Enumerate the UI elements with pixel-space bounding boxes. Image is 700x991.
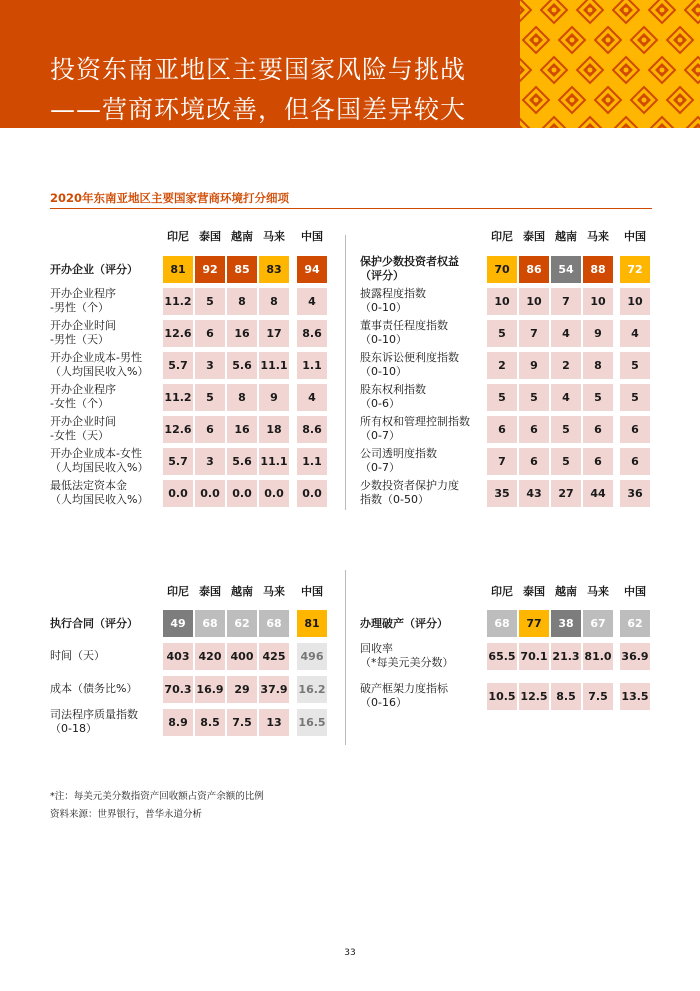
- data-cell: 81.0: [583, 643, 613, 670]
- page-number: 33: [344, 948, 356, 958]
- row-label: 开办企业时间: [50, 319, 116, 332]
- ornament-motif: [667, 87, 693, 113]
- data-cell: 7: [551, 288, 581, 315]
- header-banner: [0, 0, 700, 128]
- ornament-motif: [577, 117, 603, 128]
- data-cell: 65.5: [487, 643, 517, 670]
- data-cell-china: 1.1: [297, 352, 327, 379]
- ornament-motif: [613, 57, 639, 83]
- row-label: 开办企业时间: [50, 415, 116, 428]
- ornament-motif: [577, 0, 603, 23]
- data-cell: 43: [519, 480, 549, 507]
- summary-score-china: 72: [620, 256, 650, 283]
- row-label: 指数（0-50）: [360, 493, 429, 506]
- ornament-motif: [631, 27, 657, 53]
- data-cell: 400: [227, 643, 257, 670]
- data-cell: 8: [227, 288, 257, 315]
- ornament-motif: [523, 87, 549, 113]
- data-cell: 420: [195, 643, 225, 670]
- column-header: 越南: [231, 585, 253, 598]
- row-label: -男性（天）: [50, 333, 109, 346]
- row-label: 少数投资者保护力度: [360, 479, 459, 492]
- row-label: （人均国民收入%）: [50, 493, 149, 506]
- summary-score-cell: 62: [227, 610, 257, 637]
- summary-label: 开办企业（评分）: [50, 263, 138, 276]
- data-cell: 6: [487, 416, 517, 443]
- row-label: 开办企业成本-女性: [50, 447, 142, 460]
- ornament-motif: [685, 0, 700, 23]
- data-cell: 3: [195, 448, 225, 475]
- data-cell-china: 5: [620, 352, 650, 379]
- data-cell: 11.2: [163, 288, 193, 315]
- column-header: 马来: [263, 585, 285, 598]
- row-label: -男性（个）: [50, 301, 109, 314]
- ornament-motif: [541, 0, 567, 23]
- summary-label: 保护少数投资者权益: [360, 255, 459, 268]
- data-cell: 7: [487, 448, 517, 475]
- source-note: 资料来源：世界银行，普华永道分析: [50, 809, 203, 820]
- data-cell: 6: [195, 416, 225, 443]
- column-header-china: 中国: [624, 230, 646, 243]
- row-label: （0-16）: [360, 696, 407, 709]
- data-cell: 4: [551, 384, 581, 411]
- data-cell: 21.3: [551, 643, 581, 670]
- summary-score-cell: 38: [551, 610, 581, 637]
- summary-score-cell: 85: [227, 256, 257, 283]
- row-label: 开办企业程序: [50, 287, 116, 300]
- data-cell: 5.6: [227, 448, 257, 475]
- column-header-china: 中国: [301, 230, 323, 243]
- summary-score-china: 94: [297, 256, 327, 283]
- ornament-motif: [667, 27, 693, 53]
- ornament-motif: [541, 117, 567, 128]
- ornament-motif: [520, 0, 531, 23]
- data-cell: 6: [519, 416, 549, 443]
- data-cell: 5: [583, 384, 613, 411]
- column-header: 泰国: [199, 585, 221, 598]
- column-divider-top: [345, 235, 346, 510]
- data-cell-china: 36: [620, 480, 650, 507]
- column-header: 泰国: [199, 230, 221, 243]
- row-label: （0-18）: [50, 722, 97, 735]
- ornament-motif: [649, 57, 675, 83]
- data-cell-china: 16.2: [297, 676, 327, 703]
- data-cell: 2: [487, 352, 517, 379]
- data-cell: 8.9: [163, 709, 193, 736]
- row-label: 所有权和管理控制指数: [360, 415, 470, 428]
- data-cell: 12.6: [163, 320, 193, 347]
- data-cell: 9: [519, 352, 549, 379]
- ornament-motif: [595, 87, 621, 113]
- page-title-line2: ——营商环境改善，但各国差异较大: [50, 95, 467, 124]
- data-cell: 17: [259, 320, 289, 347]
- ornament-motif: [520, 117, 531, 128]
- row-label: （0-7）: [360, 429, 400, 442]
- data-cell: 35: [487, 480, 517, 507]
- data-cell: 8.5: [195, 709, 225, 736]
- data-cell: 11.2: [163, 384, 193, 411]
- column-header: 印尼: [167, 585, 189, 598]
- data-cell-china: 8.6: [297, 320, 327, 347]
- row-label: 成本（债务比%）: [50, 682, 138, 695]
- data-cell: 5: [519, 384, 549, 411]
- data-cell: 5.6: [227, 352, 257, 379]
- summary-score-cell: 68: [259, 610, 289, 637]
- data-cell: 10: [583, 288, 613, 315]
- data-cell-china: 10: [620, 288, 650, 315]
- ornament-motif: [649, 117, 675, 128]
- data-cell: 6: [583, 448, 613, 475]
- data-cell: 5: [551, 416, 581, 443]
- row-label: （0-7）: [360, 461, 400, 474]
- ornament-motif: [685, 117, 700, 128]
- section-divider: [50, 208, 652, 209]
- data-cell: 5: [195, 384, 225, 411]
- row-label: 司法程序质量指数: [50, 708, 138, 721]
- row-label: -女性（个）: [50, 397, 109, 410]
- summary-score-cell: 88: [583, 256, 613, 283]
- row-label: （人均国民收入%）: [50, 461, 149, 474]
- data-cell-china: 1.1: [297, 448, 327, 475]
- summary-score-cell: 67: [583, 610, 613, 637]
- ornament-motif: [520, 57, 531, 83]
- data-cell: 8: [259, 288, 289, 315]
- data-cell: 12.6: [163, 416, 193, 443]
- data-cell: 16: [227, 320, 257, 347]
- section-title: 2020年东南亚地区主要国家营商环境打分细项: [50, 191, 290, 205]
- data-cell: 8.5: [551, 683, 581, 710]
- summary-score-cell: 68: [195, 610, 225, 637]
- column-header: 马来: [587, 585, 609, 598]
- row-label: 回收率: [360, 642, 393, 655]
- data-cell-china: 4: [297, 288, 327, 315]
- summary-score-cell: 70: [487, 256, 517, 283]
- column-header: 越南: [555, 585, 577, 598]
- decorative-pattern: [520, 0, 700, 128]
- data-cell-china: 496: [297, 643, 327, 670]
- ornament-motif: [577, 57, 603, 83]
- ornament-motif: [631, 87, 657, 113]
- row-label: 股东诉讼便利度指数: [360, 351, 459, 364]
- column-header: 马来: [263, 230, 285, 243]
- data-cell: 8: [227, 384, 257, 411]
- data-cell: 37.9: [259, 676, 289, 703]
- column-header: 泰国: [523, 585, 545, 598]
- data-cell: 6: [195, 320, 225, 347]
- row-label: （人均国民收入%）: [50, 365, 149, 378]
- row-label: 公司透明度指数: [360, 447, 437, 460]
- data-cell: 0.0: [227, 480, 257, 507]
- data-cell: 5.7: [163, 448, 193, 475]
- data-cell: 403: [163, 643, 193, 670]
- data-cell-china: 6: [620, 448, 650, 475]
- column-header: 越南: [231, 230, 253, 243]
- data-cell: 7.5: [583, 683, 613, 710]
- data-cell: 70.1: [519, 643, 549, 670]
- ornament-motif: [685, 57, 700, 83]
- column-header-china: 中国: [624, 585, 646, 598]
- data-cell: 16: [227, 416, 257, 443]
- column-divider-bottom: [345, 570, 346, 745]
- data-cell: 10: [519, 288, 549, 315]
- data-cell: 7: [519, 320, 549, 347]
- data-cell-china: 0.0: [297, 480, 327, 507]
- row-label: （0-10）: [360, 333, 407, 346]
- data-cell: 0.0: [259, 480, 289, 507]
- data-cell: 29: [227, 676, 257, 703]
- summary-score-cell: 81: [163, 256, 193, 283]
- page-title-line1: 投资东南亚地区主要国家风险与挑战: [50, 55, 467, 84]
- summary-label: 办理破产（评分）: [360, 617, 448, 630]
- data-cell: 11.1: [259, 448, 289, 475]
- data-cell: 16.9: [195, 676, 225, 703]
- summary-score-cell: 68: [487, 610, 517, 637]
- data-cell: 6: [519, 448, 549, 475]
- data-cell-china: 4: [297, 384, 327, 411]
- column-header-china: 中国: [301, 585, 323, 598]
- data-cell-china: 5: [620, 384, 650, 411]
- row-label: （*每美元美分数）: [360, 656, 454, 669]
- data-cell-china: 36.9: [620, 643, 650, 670]
- data-cell: 18: [259, 416, 289, 443]
- data-cell: 9: [583, 320, 613, 347]
- data-cell: 2: [551, 352, 581, 379]
- summary-label: （评分）: [360, 269, 404, 282]
- data-cell: 70.3: [163, 676, 193, 703]
- column-header: 泰国: [523, 230, 545, 243]
- data-cell: 5: [551, 448, 581, 475]
- data-cell: 7.5: [227, 709, 257, 736]
- summary-score-cell: 77: [519, 610, 549, 637]
- data-cell: 3: [195, 352, 225, 379]
- data-cell: 0.0: [195, 480, 225, 507]
- ornament-motif: [523, 27, 549, 53]
- row-label: -女性（天）: [50, 429, 109, 442]
- summary-score-cell: 86: [519, 256, 549, 283]
- row-label: 开办企业成本-男性: [50, 351, 142, 364]
- summary-label: 执行合同（评分）: [50, 617, 138, 630]
- data-cell: 10.5: [487, 683, 517, 710]
- row-label: 股东权利指数: [360, 383, 426, 396]
- column-header: 印尼: [491, 230, 513, 243]
- data-cell: 425: [259, 643, 289, 670]
- data-cell: 6: [583, 416, 613, 443]
- row-label: 披露程度指数: [360, 287, 426, 300]
- data-cell-china: 6: [620, 416, 650, 443]
- ornament-motif: [559, 87, 585, 113]
- summary-score-cell: 49: [163, 610, 193, 637]
- row-label: （0-10）: [360, 365, 407, 378]
- footnote: *注：每美元美分数指资产回收额占资产余额的比例: [50, 791, 264, 802]
- row-label: （0-10）: [360, 301, 407, 314]
- data-cell: 0.0: [163, 480, 193, 507]
- data-cell: 5: [487, 320, 517, 347]
- data-cell: 10: [487, 288, 517, 315]
- column-header: 马来: [587, 230, 609, 243]
- data-cell-china: 13.5: [620, 683, 650, 710]
- ornament-motif: [649, 0, 675, 23]
- data-cell: 12.5: [519, 683, 549, 710]
- summary-score-china: 81: [297, 610, 327, 637]
- row-label: 破产框架力度指标: [360, 682, 448, 695]
- row-label: 董事责任程度指数: [360, 319, 448, 332]
- row-label: 时间（天）: [50, 649, 105, 662]
- ornament-motif: [613, 117, 639, 128]
- ornament-motif: [613, 0, 639, 23]
- row-label: 最低法定资本金: [50, 479, 127, 492]
- data-cell-china: 4: [620, 320, 650, 347]
- data-cell: 8: [583, 352, 613, 379]
- column-header: 印尼: [167, 230, 189, 243]
- data-cell: 5: [195, 288, 225, 315]
- column-header: 越南: [555, 230, 577, 243]
- summary-score-cell: 83: [259, 256, 289, 283]
- data-cell: 9: [259, 384, 289, 411]
- summary-score-cell: 92: [195, 256, 225, 283]
- ornament-motif: [559, 27, 585, 53]
- row-label: （0-6）: [360, 397, 400, 410]
- data-cell: 11.1: [259, 352, 289, 379]
- data-cell: 4: [551, 320, 581, 347]
- data-cell: 5.7: [163, 352, 193, 379]
- summary-score-cell: 54: [551, 256, 581, 283]
- data-cell: 44: [583, 480, 613, 507]
- data-cell: 5: [487, 384, 517, 411]
- ornament-motif: [541, 57, 567, 83]
- column-header: 印尼: [491, 585, 513, 598]
- data-cell: 27: [551, 480, 581, 507]
- data-cell-china: 16.5: [297, 709, 327, 736]
- summary-score-china: 62: [620, 610, 650, 637]
- row-label: 开办企业程序: [50, 383, 116, 396]
- ornament-motif: [595, 27, 621, 53]
- data-cell-china: 8.6: [297, 416, 327, 443]
- data-cell: 13: [259, 709, 289, 736]
